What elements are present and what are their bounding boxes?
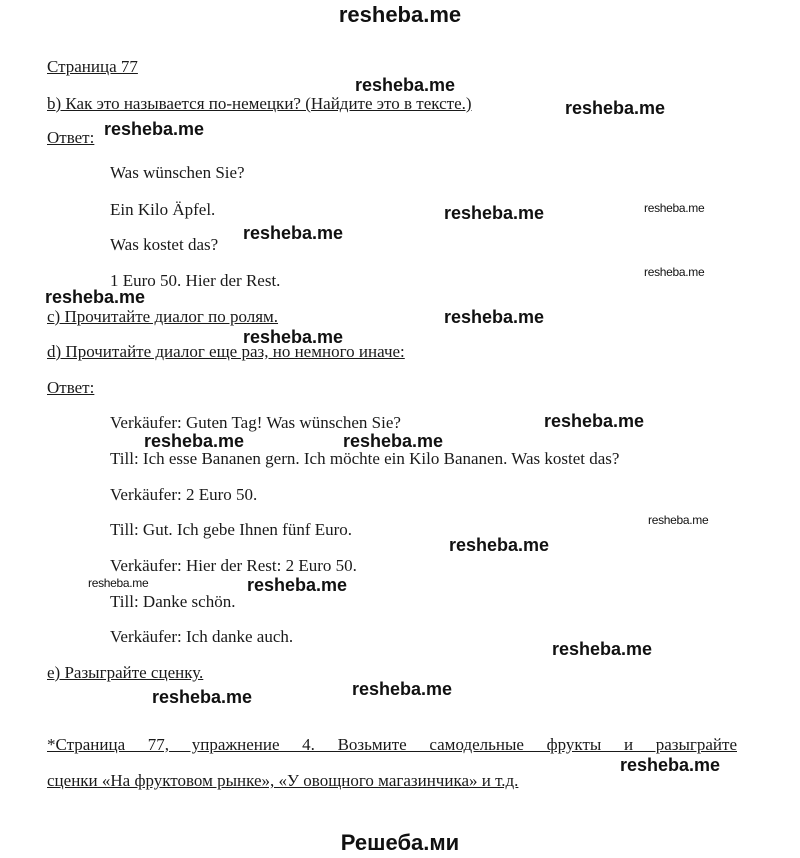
watermark: resheba.me [144,431,245,451]
watermark: resheba.me [544,411,645,431]
exercise-4-line-2: сценки «На фруктовом рынке», «У овощного магазинчика» и т.д. [47,771,519,790]
watermark: resheba.me [644,265,705,279]
watermark: resheba.me [343,431,444,451]
watermark: resheba.me [152,687,253,707]
answer-line-2: Ein Kilo Äpfel. [110,200,216,219]
task-c: c) Прочитайте диалог по ролям. [47,307,279,326]
watermark: resheba.me [355,75,456,95]
watermark: resheba.me [644,201,705,215]
watermark: resheba.me [648,513,709,527]
answer-label-2: Ответ: [47,378,95,397]
dialogue-line: Till: Danke schön. [110,592,236,611]
exercise-4-line-1: *Страница 77, упражнение 4. Возьмите самодельные фрукты и разыграйте [47,735,737,754]
watermark: resheba.me [104,119,205,139]
watermark: resheba.me [552,639,653,659]
site-footer-title[interactable]: Решеба.ми [340,830,460,855]
answer-label: Ответ: [47,128,95,147]
watermark: resheba.me [88,576,149,590]
dialogue-line: Verkäufer: Guten Tag! Was wünschen Sie? [110,413,401,432]
answer-line-4: 1 Euro 50. Hier der Rest. [110,271,281,290]
answer-line-1: Was wünschen Sie? [110,163,245,182]
site-header-title[interactable]: resheba.me [338,2,462,27]
dialogue-line: Verkäufer: Hier der Rest: 2 Euro 50. [110,556,357,575]
watermark: resheba.me [45,287,146,307]
watermark: resheba.me [565,98,666,118]
watermark: resheba.me [243,223,344,243]
watermark: resheba.me [243,327,344,347]
watermark: resheba.me [444,203,545,223]
dialogue-line: Till: Ich esse Bananen gern. Ich möchte ein Kilo Bananen. Was kostet das? [110,449,620,468]
task-b: b) Как это называется по-немецки? (Найдите это в тексте.) [47,94,472,113]
task-d: d) Прочитайте диалог еще раз, но немного иначе: [47,342,405,361]
watermark: resheba.me [352,679,453,699]
watermark: resheba.me [247,575,348,595]
page-reference: Страница 77 [47,57,138,76]
task-e: e) Разыграйте сценку. [47,663,204,682]
watermark: resheba.me [620,755,721,775]
watermark: resheba.me [444,307,545,327]
dialogue-line: Verkäufer: 2 Euro 50. [110,485,258,504]
answer-line-3: Was kostet das? [110,235,219,254]
dialogue-line: Verkäufer: Ich danke auch. [110,627,294,646]
dialogue-line: Till: Gut. Ich gebe Ihnen fünf Euro. [110,520,353,539]
watermark: resheba.me [449,535,550,555]
